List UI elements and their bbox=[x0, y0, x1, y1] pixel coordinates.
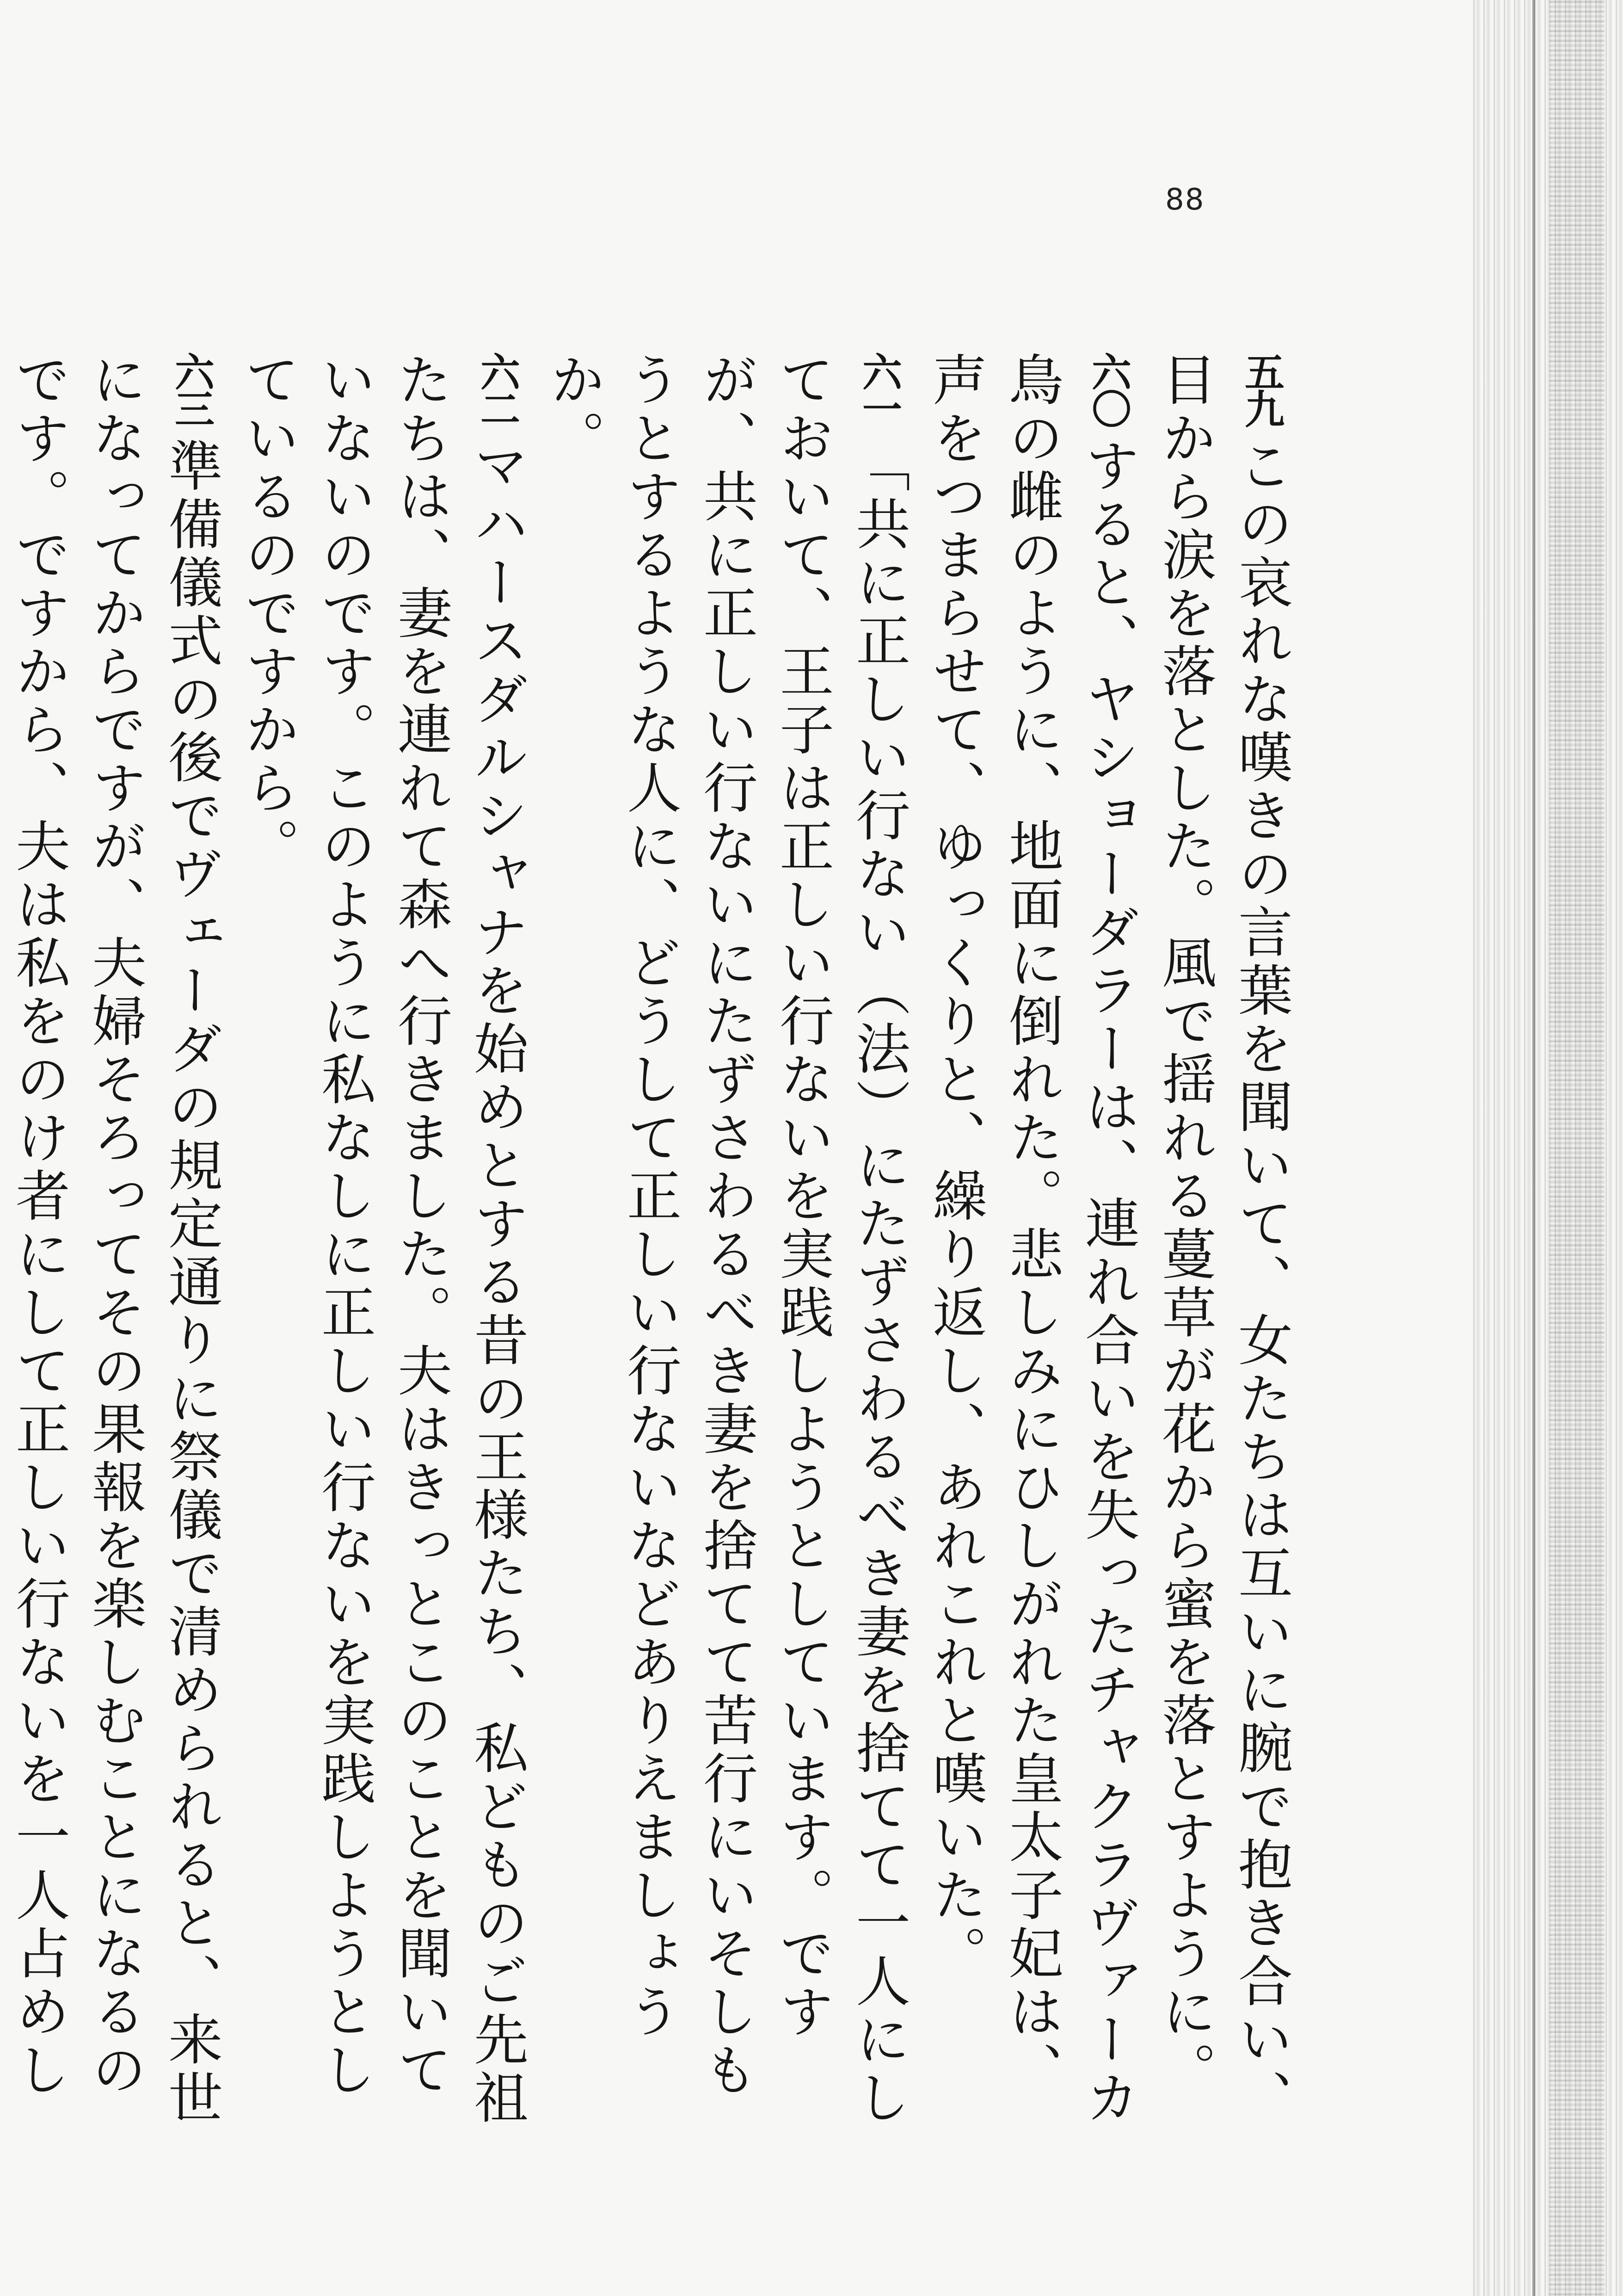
verse-61 bbox=[535, 352, 917, 2155]
verse-text: マハースダルシャナを始めとする昔の王様たち、私どものご先祖たちは、妻を連れて森へ行きました。夫はきっとこのことを聞いていないのです。このように私なしに正しい行ないを実践しようとしているのですから。 bbox=[236, 352, 529, 2128]
verse-number: 五九 bbox=[1238, 352, 1285, 426]
verse-text: 「共に正しい行ない（法）にたずさわるべき妻を捨てて一人にしておいて、王子は正しい行ないを実践しようとしています。ですが、共に正しい行ないにたずさわるべき妻を捨てて苦行にいそしもうとするような人に、どうして正しい行ないなどありえましょうか。 bbox=[541, 352, 910, 2128]
verse-text: すると、ヤショーダラーは、連れ合いを失ったチャクラヴァーカ鳥の雌のように、地面に倒れた。悲しみにひしがれた皇太子妃は、声をつまらせて、ゆっくりと、繰り返し、あれこれと嘆いた。 bbox=[923, 352, 1140, 2128]
verse-63 bbox=[0, 352, 229, 2155]
verse-text: 準備儀式の後でヴェーダの規定通りに祭儀で清められると、来世になってからですが、夫婦そろってその果報を楽しむことになるのです。ですから、夫は私をのけ者にして正しい行ないを一人占めし bbox=[6, 352, 223, 2128]
vertical-text-block bbox=[6, 352, 1299, 2155]
verse-60 bbox=[917, 352, 1146, 2155]
verse-number: 六一 bbox=[855, 352, 902, 426]
scan-edge-noise bbox=[1470, 0, 1623, 2296]
verse-62 bbox=[229, 352, 535, 2155]
verse-number: 六〇 bbox=[1085, 352, 1131, 426]
page-number: 88 bbox=[1165, 183, 1205, 217]
verse-59 bbox=[1146, 352, 1299, 2155]
verse-number: 六二 bbox=[473, 352, 520, 426]
verse-text: この哀れな嘆きの言葉を聞いて、女たちは互いに腕で抱き合い、目から涙を落とした。風で揺れる蔓草が花から蜜を落とすように。 bbox=[1153, 352, 1293, 2128]
verse-number: 六三 bbox=[168, 352, 215, 426]
